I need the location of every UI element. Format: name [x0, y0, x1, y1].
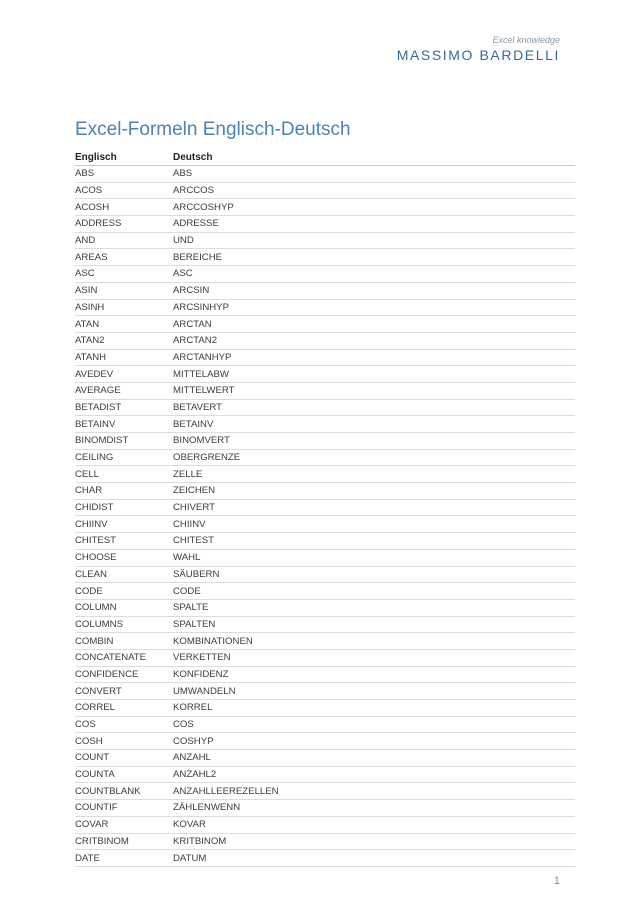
table-row [75, 633, 575, 650]
table-row [75, 833, 575, 850]
table-row [75, 382, 575, 399]
cell-english-formula: ASINH [75, 299, 173, 316]
cell-english-formula: CONFIDENCE [75, 666, 173, 683]
cell-german-formula: OBERGRENZE [173, 449, 575, 466]
cell-german-formula: CHIINV [173, 516, 575, 533]
cell-english-formula: ADDRESS [75, 216, 173, 233]
cell-english-formula: ACOSH [75, 199, 173, 216]
cell-german-formula: ABS [173, 166, 575, 183]
table-row [75, 616, 575, 633]
cell-english-formula: ASIN [75, 282, 173, 299]
cell-english-formula: BETADIST [75, 399, 173, 416]
cell-german-formula: KRITBINOM [173, 833, 575, 850]
table-row [75, 249, 575, 266]
table-row [75, 816, 575, 833]
cell-english-formula: ATAN [75, 316, 173, 333]
cell-english-formula: CEILING [75, 449, 173, 466]
cell-english-formula: COUNTA [75, 766, 173, 783]
table-row [75, 332, 575, 349]
cell-german-formula: CODE [173, 583, 575, 600]
table-body [75, 166, 575, 867]
table-row [75, 449, 575, 466]
cell-english-formula: COVAR [75, 816, 173, 833]
table-row [75, 266, 575, 283]
cell-german-formula: BINOMVERT [173, 433, 575, 450]
cell-english-formula: COUNT [75, 750, 173, 767]
cell-english-formula: CHOOSE [75, 549, 173, 566]
cell-english-formula: COMBIN [75, 633, 173, 650]
cell-german-formula: BETAVERT [173, 399, 575, 416]
cell-german-formula: SÄUBERN [173, 566, 575, 583]
cell-german-formula: ARCTAN [173, 316, 575, 333]
cell-english-formula: ASC [75, 266, 173, 283]
cell-english-formula: CRITBINOM [75, 833, 173, 850]
cell-german-formula: ARCCOSHYP [173, 199, 575, 216]
cell-german-formula: MITTELWERT [173, 382, 575, 399]
table-row [75, 599, 575, 616]
table-row [75, 316, 575, 333]
brand-name: MASSIMO BARDELLI [396, 47, 560, 63]
cell-english-formula: CORREL [75, 700, 173, 717]
cell-german-formula: VERKETTEN [173, 649, 575, 666]
table-row [75, 716, 575, 733]
cell-german-formula: BEREICHE [173, 249, 575, 266]
cell-english-formula: BINOMDIST [75, 433, 173, 450]
table-row [75, 232, 575, 249]
table-row [75, 399, 575, 416]
cell-english-formula: BETAINV [75, 416, 173, 433]
cell-german-formula: ANZAHLLEEREZELLEN [173, 783, 575, 800]
cell-english-formula: ATANH [75, 349, 173, 366]
cell-english-formula: AREAS [75, 249, 173, 266]
cell-german-formula: CHIVERT [173, 499, 575, 516]
cell-german-formula: ARCSINHYP [173, 299, 575, 316]
table-row [75, 282, 575, 299]
table-row [75, 850, 575, 867]
cell-german-formula: ARCTAN2 [173, 332, 575, 349]
cell-german-formula: ANZAHL2 [173, 766, 575, 783]
cell-english-formula: CHAR [75, 483, 173, 500]
table-row [75, 800, 575, 817]
table-row [75, 733, 575, 750]
cell-german-formula: KONFIDENZ [173, 666, 575, 683]
table-row [75, 499, 575, 516]
cell-english-formula: CLEAN [75, 566, 173, 583]
column-header-english: Englisch [75, 149, 173, 166]
cell-english-formula: ABS [75, 166, 173, 183]
table-row [75, 199, 575, 216]
table-row [75, 649, 575, 666]
cell-english-formula: ATAN2 [75, 332, 173, 349]
table-row [75, 366, 575, 383]
cell-german-formula: UND [173, 232, 575, 249]
cell-english-formula: CHITEST [75, 533, 173, 550]
table-row [75, 549, 575, 566]
cell-german-formula: ZÄHLENWENN [173, 800, 575, 817]
table-row [75, 516, 575, 533]
table-row [75, 166, 575, 183]
cell-english-formula: CODE [75, 583, 173, 600]
table-row [75, 700, 575, 717]
cell-german-formula: COS [173, 716, 575, 733]
cell-english-formula: AND [75, 232, 173, 249]
cell-english-formula: DATE [75, 850, 173, 867]
table-row [75, 433, 575, 450]
cell-german-formula: SPALTE [173, 599, 575, 616]
cell-german-formula: SPALTEN [173, 616, 575, 633]
table-row [75, 349, 575, 366]
cell-english-formula: AVEDEV [75, 366, 173, 383]
cell-german-formula: KOVAR [173, 816, 575, 833]
cell-english-formula: COS [75, 716, 173, 733]
cell-german-formula: ARCTANHYP [173, 349, 575, 366]
cell-english-formula: CHIINV [75, 516, 173, 533]
table-row [75, 666, 575, 683]
table-row [75, 583, 575, 600]
table-row [75, 683, 575, 700]
column-header-german: Deutsch [173, 149, 575, 166]
table-row [75, 483, 575, 500]
cell-english-formula: CELL [75, 466, 173, 483]
cell-german-formula: ARCCOS [173, 182, 575, 199]
cell-english-formula: CONCATENATE [75, 649, 173, 666]
cell-english-formula: COSH [75, 733, 173, 750]
brand-tagline: Excel knowledge [492, 35, 560, 45]
table-row [75, 216, 575, 233]
cell-german-formula: ANZAHL [173, 750, 575, 767]
cell-english-formula: COUNTBLANK [75, 783, 173, 800]
cell-english-formula: CHIDIST [75, 499, 173, 516]
cell-german-formula: ARCSIN [173, 282, 575, 299]
cell-german-formula: ZEICHEN [173, 483, 575, 500]
formula-table-container [75, 149, 575, 867]
cell-german-formula: WAHL [173, 549, 575, 566]
table-row [75, 533, 575, 550]
cell-german-formula: ADRESSE [173, 216, 575, 233]
page-number: 1 [553, 875, 560, 887]
formula-table [75, 149, 575, 867]
table-row [75, 766, 575, 783]
table-row [75, 299, 575, 316]
cell-german-formula: BETAINV [173, 416, 575, 433]
table-row [75, 182, 575, 199]
cell-german-formula: UMWANDELN [173, 683, 575, 700]
cell-german-formula: ASC [173, 266, 575, 283]
document-title: Excel-Formeln Englisch-Deutsch [75, 119, 351, 140]
table-row [75, 783, 575, 800]
cell-german-formula: KOMBINATIONEN [173, 633, 575, 650]
cell-english-formula: COLUMNS [75, 616, 173, 633]
cell-english-formula: COUNTIF [75, 800, 173, 817]
cell-english-formula: CONVERT [75, 683, 173, 700]
cell-english-formula: COLUMN [75, 599, 173, 616]
table-row [75, 566, 575, 583]
cell-german-formula: DATUM [173, 850, 575, 867]
cell-german-formula: KORREL [173, 700, 575, 717]
cell-german-formula: CHITEST [173, 533, 575, 550]
table-row [75, 466, 575, 483]
cell-german-formula: MITTELABW [173, 366, 575, 383]
cell-german-formula: COSHYP [173, 733, 575, 750]
table-row [75, 416, 575, 433]
cell-german-formula: ZELLE [173, 466, 575, 483]
table-header-row [75, 149, 575, 166]
cell-english-formula: AVERAGE [75, 382, 173, 399]
table-row [75, 750, 575, 767]
cell-english-formula: ACOS [75, 182, 173, 199]
